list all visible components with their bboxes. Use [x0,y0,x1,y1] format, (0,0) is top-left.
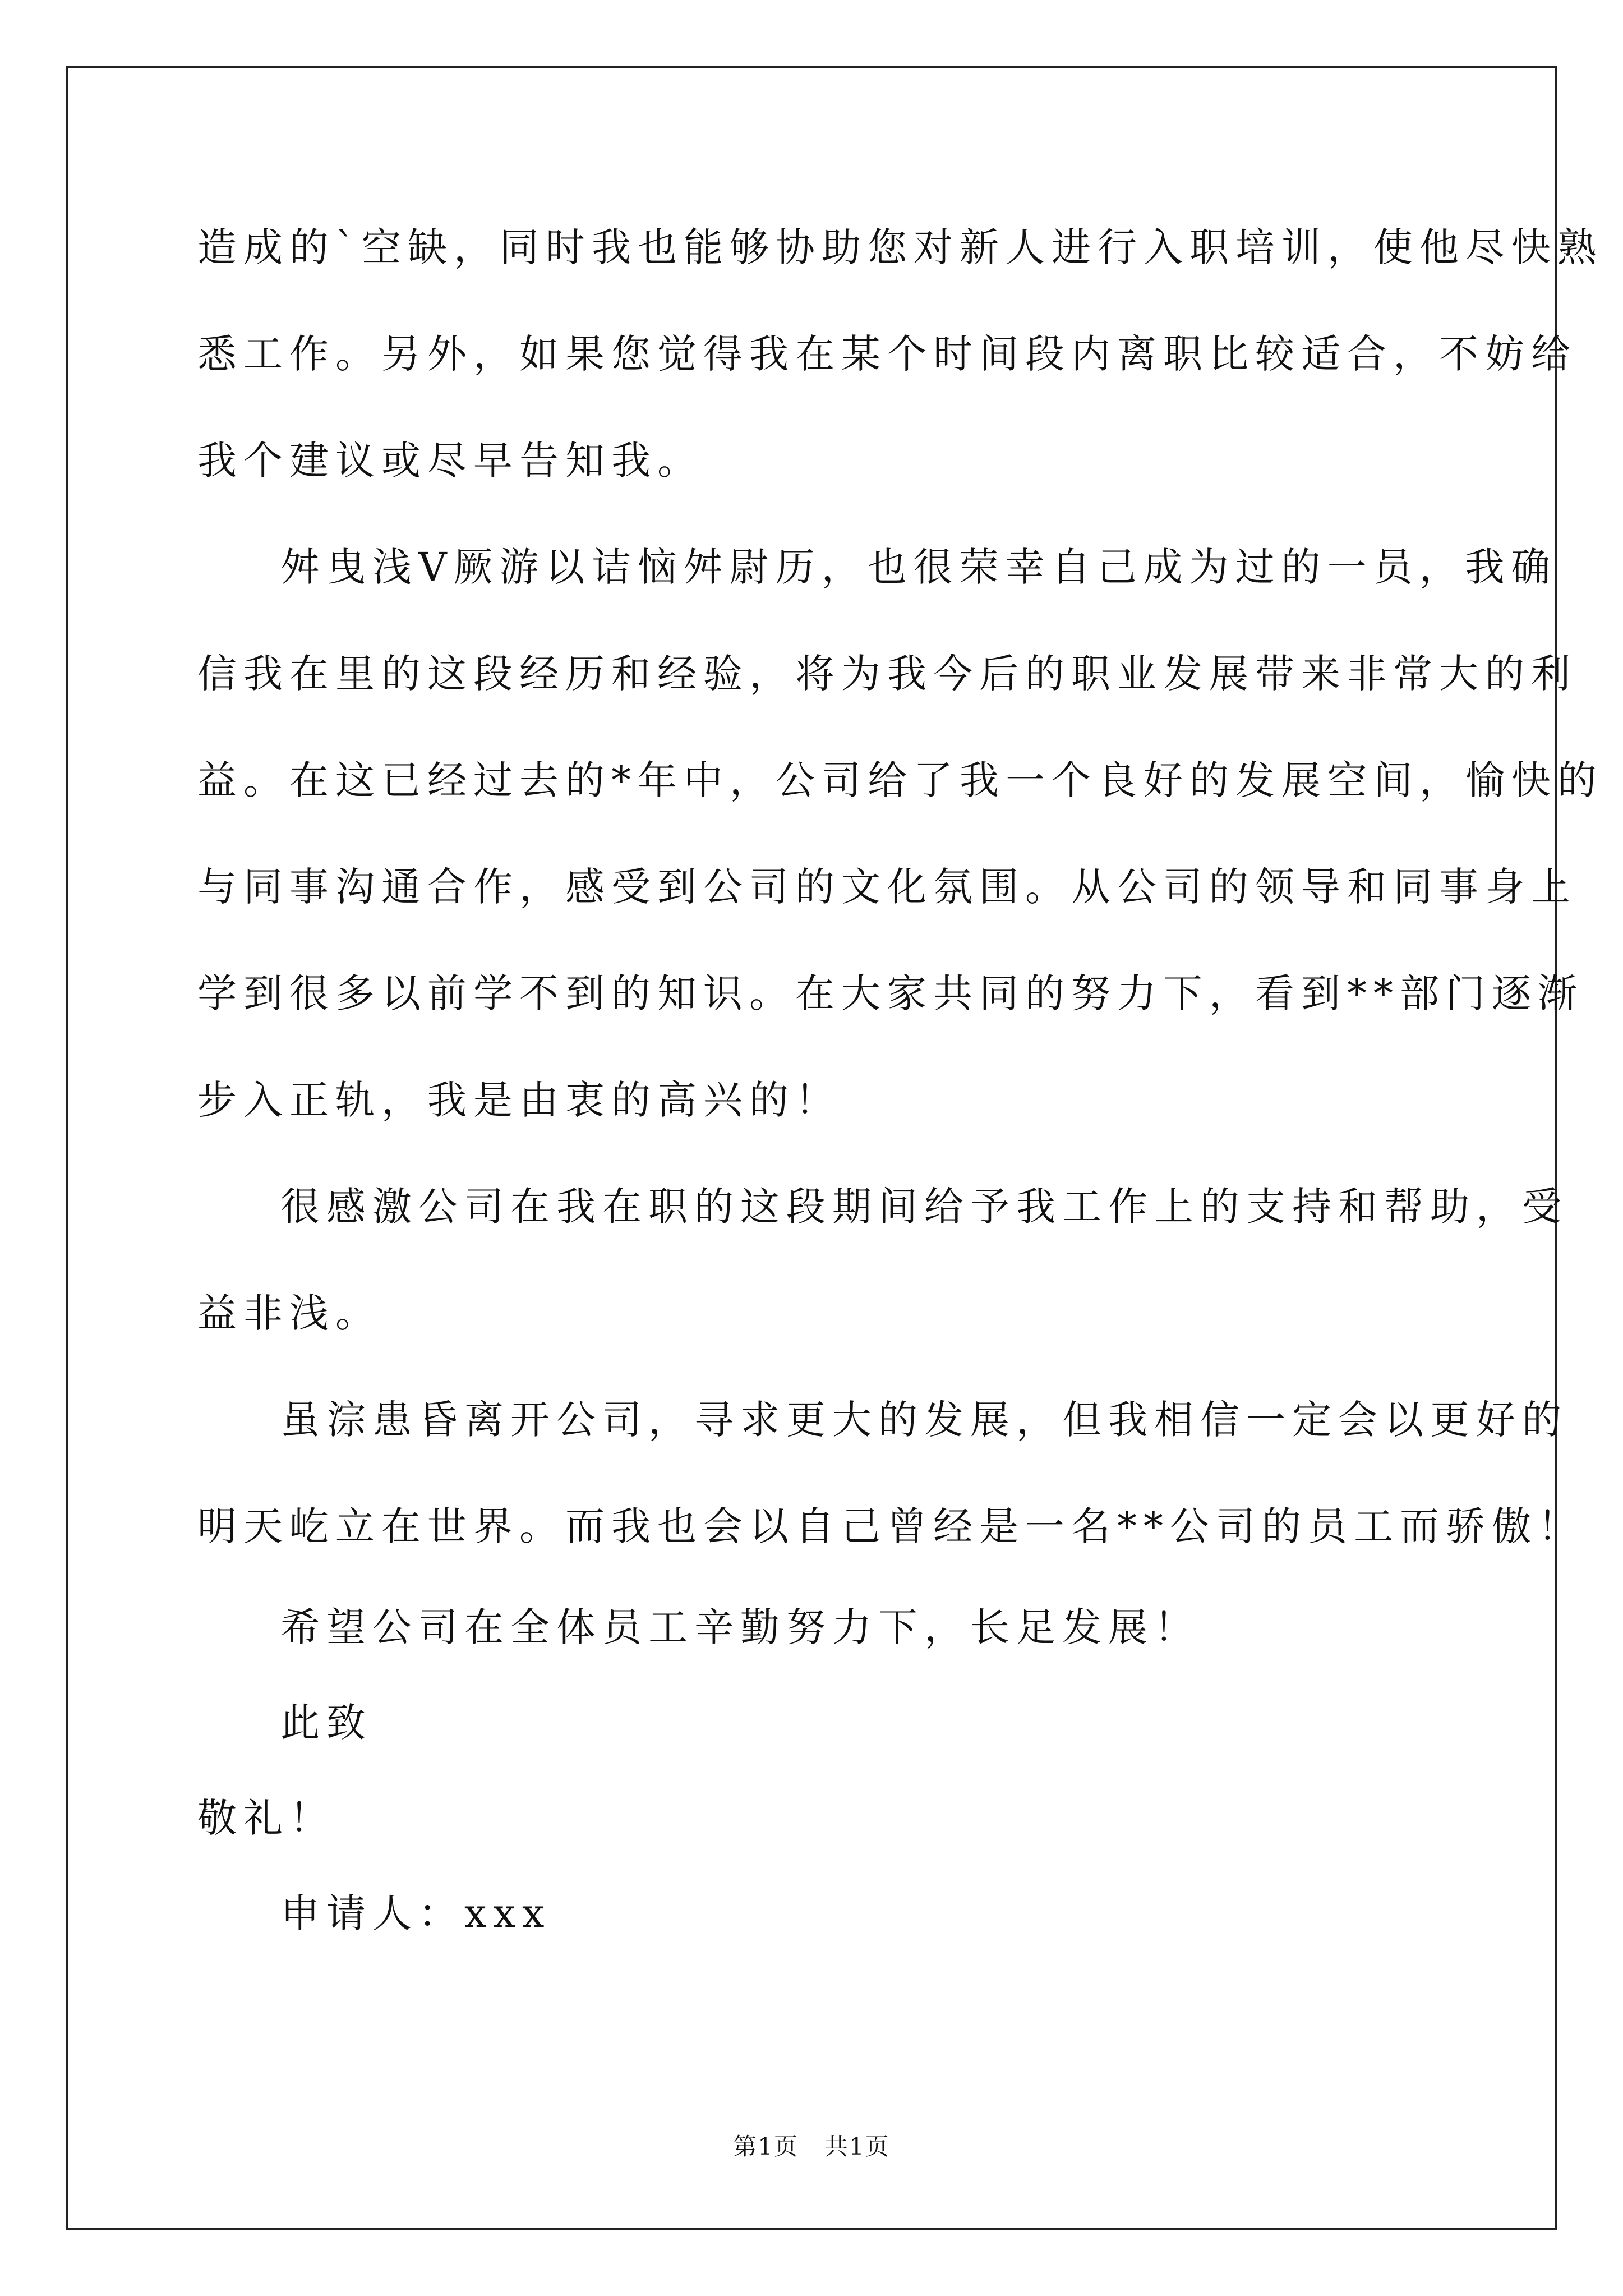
page-number-footer: 第1页 共1页 [733,2133,890,2160]
applicant-signature: 申请人：xxx [280,1890,551,1936]
text-line: 很感激公司在我在职的这段期间给予我工作上的支持和帮助，受 [280,1184,1568,1230]
text-line: 学到很多以前学不到的知识。在大家共同的努力下，看到**部门逐渐 [197,970,1584,1016]
text-line: 益。在这已经过去的*年中，公司给了我一个良好的发展空间，愉快的 [197,757,1603,803]
text-line: 希望公司在全体员工辛勤努力下，长足发展！ [280,1604,1200,1650]
text-line: 舛曳浅Ⅴ厥游以诘恼舛尉历，也很荣幸自己成为过的一员，我确 [280,544,1557,590]
text-line: 与同事沟通合作，感受到公司的文化氛围。从公司的领导和同事身上 [197,864,1577,910]
salutation: 敬礼！ [197,1795,335,1841]
text-line: 步入正轨，我是由衷的高兴的！ [197,1077,841,1123]
text-line: 悉工作。另外，如果您觉得我在某个时间段内离职比较适合，不妨给 [197,331,1577,377]
text-line: 虽淙患昏离开公司，寻求更大的发展，但我相信一定会以更好的 [280,1397,1568,1443]
text-line: 造成的`空缺，同时我也能够协助您对新人进行入职培训，使他尽快熟 [197,224,1603,270]
text-line: 益非浅。 [197,1290,381,1336]
text-line: 明天屹立在世界。而我也会以自己曾经是一名**公司的员工而骄傲！ [197,1503,1584,1549]
text-line: 我个建议或尽早告知我。 [197,438,703,484]
closing-phrase: 此致 [280,1700,372,1746]
text-line: 信我在里的这段经历和经验，将为我今后的职业发展带来非常大的利 [197,651,1577,697]
